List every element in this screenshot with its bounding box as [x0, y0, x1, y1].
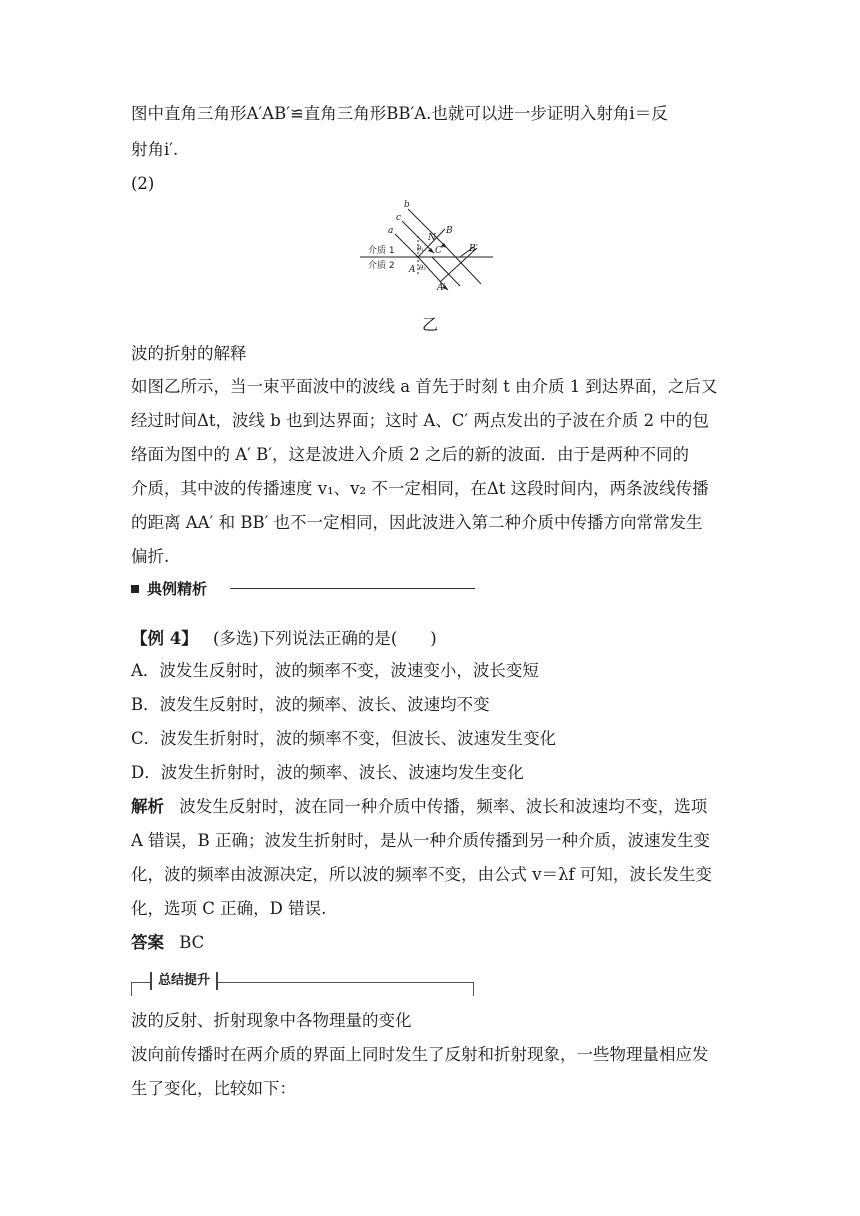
summary-title: 波的反射、折射现象中各物理量的变化 — [131, 1011, 412, 1030]
answer-value: BC — [179, 933, 205, 952]
ray-a — [395, 234, 418, 257]
refracted-c — [432, 257, 460, 286]
para2-line3: 络面为图中的 A′ B′，这是波进入介质 2 之后的新的波面．由于是两种不同的 — [131, 445, 690, 464]
label-B-prime: B′ — [469, 244, 478, 254]
label-theta1: θ₁ — [417, 245, 425, 253]
para2-line6: 偏折. — [131, 547, 170, 566]
analysis-line1 — [131, 796, 707, 818]
example-header — [131, 628, 437, 650]
label-N: N — [428, 233, 436, 243]
label-c: c — [396, 213, 402, 223]
para1-line1: 图中直角三角形A′AB′≌直角三角形BB′A.也就可以进一步证明入射角i＝反 — [131, 104, 668, 123]
answer-line — [131, 932, 204, 954]
analysis-line3: 化，波的频率由波源决定，所以波的频率不变，由公式 v＝λf 可知，波长发生变 — [131, 865, 712, 884]
label-C-prime: C′ — [435, 246, 444, 256]
label-medium1: 介质 1 — [368, 246, 395, 256]
arrow-c — [428, 248, 434, 253]
answer-label: 答案 — [131, 933, 164, 952]
para2-line4: 介质，其中波的传播速度 v₁、v₂ 不一定相同，在Δt 这段时间内，两条波线传播 — [131, 479, 709, 498]
heading-refraction: 波的折射的解释 — [131, 344, 247, 363]
para2-line2: 经过时间Δt，波线 b 也到达界面；这时 A、C′ 两点发出的子波在介质 2 中的包 — [131, 411, 709, 430]
section-rule — [230, 588, 475, 589]
analysis-label: 解析 — [131, 797, 164, 816]
label-b: b — [404, 200, 410, 210]
analysis-line4: 化，选项 C 正确，D 错误. — [131, 899, 327, 918]
refraction-diagram — [355, 196, 505, 300]
label-medium2: 介质 2 — [368, 261, 395, 271]
option-d: D．波发生折射时，波的频率、波长、波速均发生变化 — [131, 763, 524, 782]
option-c: C．波发生折射时，波的频率不变，但波长、波速发生变化 — [131, 729, 557, 748]
figure-caption: 乙 — [422, 315, 439, 334]
label-a: a — [388, 226, 394, 236]
analysis-line2: A 错误，B 正确；波发生折射时，是从一种介质传播到另一种介质，波速发生变 — [131, 831, 711, 850]
example-tag: 【例 4】 — [131, 629, 198, 648]
summary-line1: 波向前传播时在两介质的界面上同时发生了反射和折射现象，一些物理量相应发 — [131, 1045, 709, 1064]
option-a: A．波发生反射时，波的频率不变，波速变小，波长变短 — [131, 661, 539, 680]
summary-box-title: 总结提升 — [150, 972, 218, 990]
label-B: B — [446, 226, 453, 236]
para2-line1: 如图乙所示，当一束平面波中的波线 a 首先于时刻 t 由介质 1 到达界面，之后又 — [131, 377, 718, 396]
section-title: 典例精析 — [147, 580, 208, 598]
para1-line2: 射角i′. — [131, 140, 179, 159]
example-stem: (多选)下列说法正确的是( ) — [212, 629, 437, 648]
square-bullet-icon — [131, 585, 139, 593]
summary-box-right — [473, 982, 474, 996]
label-A: A — [409, 265, 416, 275]
para2-line5: 的距离 AA′ 和 BB′ 也不一定相同，因此波进入第二种介质中传播方向常常发生 — [131, 513, 703, 532]
option-b: B．波发生反射时，波的频率、波长、波速均不变 — [131, 695, 490, 714]
section-heading — [131, 578, 207, 599]
label-A-prime: A′ — [437, 283, 446, 293]
item-number: (2) — [131, 174, 155, 193]
analysis-text1: 波发生反射时，波在同一种介质中传播，频率、波长和波速均不变，选项 — [179, 797, 708, 816]
summary-line2: 生了变化，比较如下： — [131, 1079, 296, 1098]
label-theta2: θ₂ — [419, 264, 427, 272]
summary-box-left — [131, 982, 132, 996]
